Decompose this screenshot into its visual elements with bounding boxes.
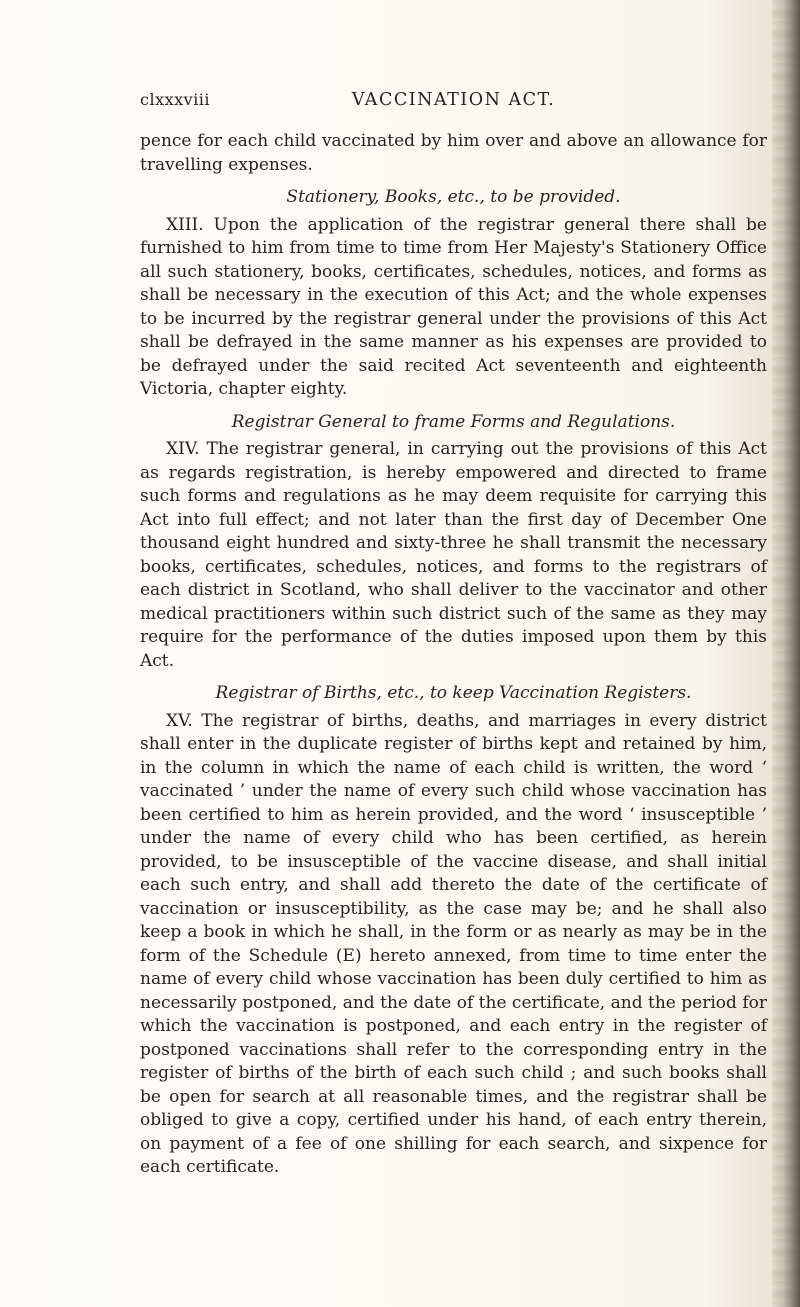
page-number: clxxxviii [140, 90, 211, 109]
section-xiv-paragraph: XIV. The registrar general, in carrying out the provisions of this Act as regards registration, is hereby empowered and directed to frame such forms and regulations as he may deem requisite for carrying this Act into full effect; and not later than the first day of December One thousand eight hundred and sixty-three he shall transmit the necessary books, certificates, schedules, notices, and forms to the registrars of each district in Scotland, who shall deliver to the vaccinator and other medical practitioners within such district such of the same as they may require for the performance of the duties imposed upon them by this Act. [140, 439, 767, 671]
section-heading-xiii: Stationery, Books, etc., to be provided. [286, 187, 621, 207]
section-xv-paragraph: XV. The registrar of births, deaths, and marriages in every district shall enter in the duplicate register of births kept and retained by him, in the column in which the name of each child is written, the word ‘ vaccinated ’ under the name of every such child whose vaccination has been certified to him as herein provided, and the word ‘ insusceptible ’ under the name of every child who has been certified, as herein provided, to be insusceptible of the vaccine disease, and shall initial each such entry, and shall add thereto the date of the certificate of vaccination or insusceptibility, as the case may be; and he shall also keep a book in which he shall, in the form or as nearly as may be in the form of the Schedule (E) hereto annexed, from time to time enter the name of every child whose vaccination has been duly certified to him as necessarily postponed, and the date of the certificate, and the period for which the vaccination is postponed, and each entry in the register of postponed vaccinations shall refer to the corresponding entry in the register of births of the birth of each such child ; and such books shall be open for search at all reasonable times, and the registrar shall be obliged to give a copy, certified under his hand, of each entry therein, on payment of a fee of one shilling for each search, and sixpence for each certificate. [140, 710, 767, 1177]
section-heading-xv: Registrar of Births, etc., to keep Vaccination Registers. [215, 683, 692, 703]
page-edge-shadow [772, 0, 800, 1307]
running-title: VACCINATION ACT. [351, 90, 556, 110]
page-header [140, 90, 767, 116]
body-text [140, 130, 767, 1180]
section-xiii-paragraph: XIII. Upon the application of the registrar general there shall be furnished to him from time to time from Her Majesty's Stationery Office all such stationery, books, certificates, schedules, notices, and forms as shall be necessary in the execution of this Act; and the whole expenses to be incurred by the registrar general under the provisions of this Act shall be defrayed in the same manner as his expenses are provided to be defrayed under the said recited Act seventeenth and eighteenth Victoria, chapter eighty. [140, 214, 767, 399]
section-heading-xiv: Registrar General to frame Forms and Regulations. [231, 411, 676, 432]
continuation-paragraph: pence for each child vaccinated by him over and above an allowance for travelling expenses. [140, 131, 767, 175]
